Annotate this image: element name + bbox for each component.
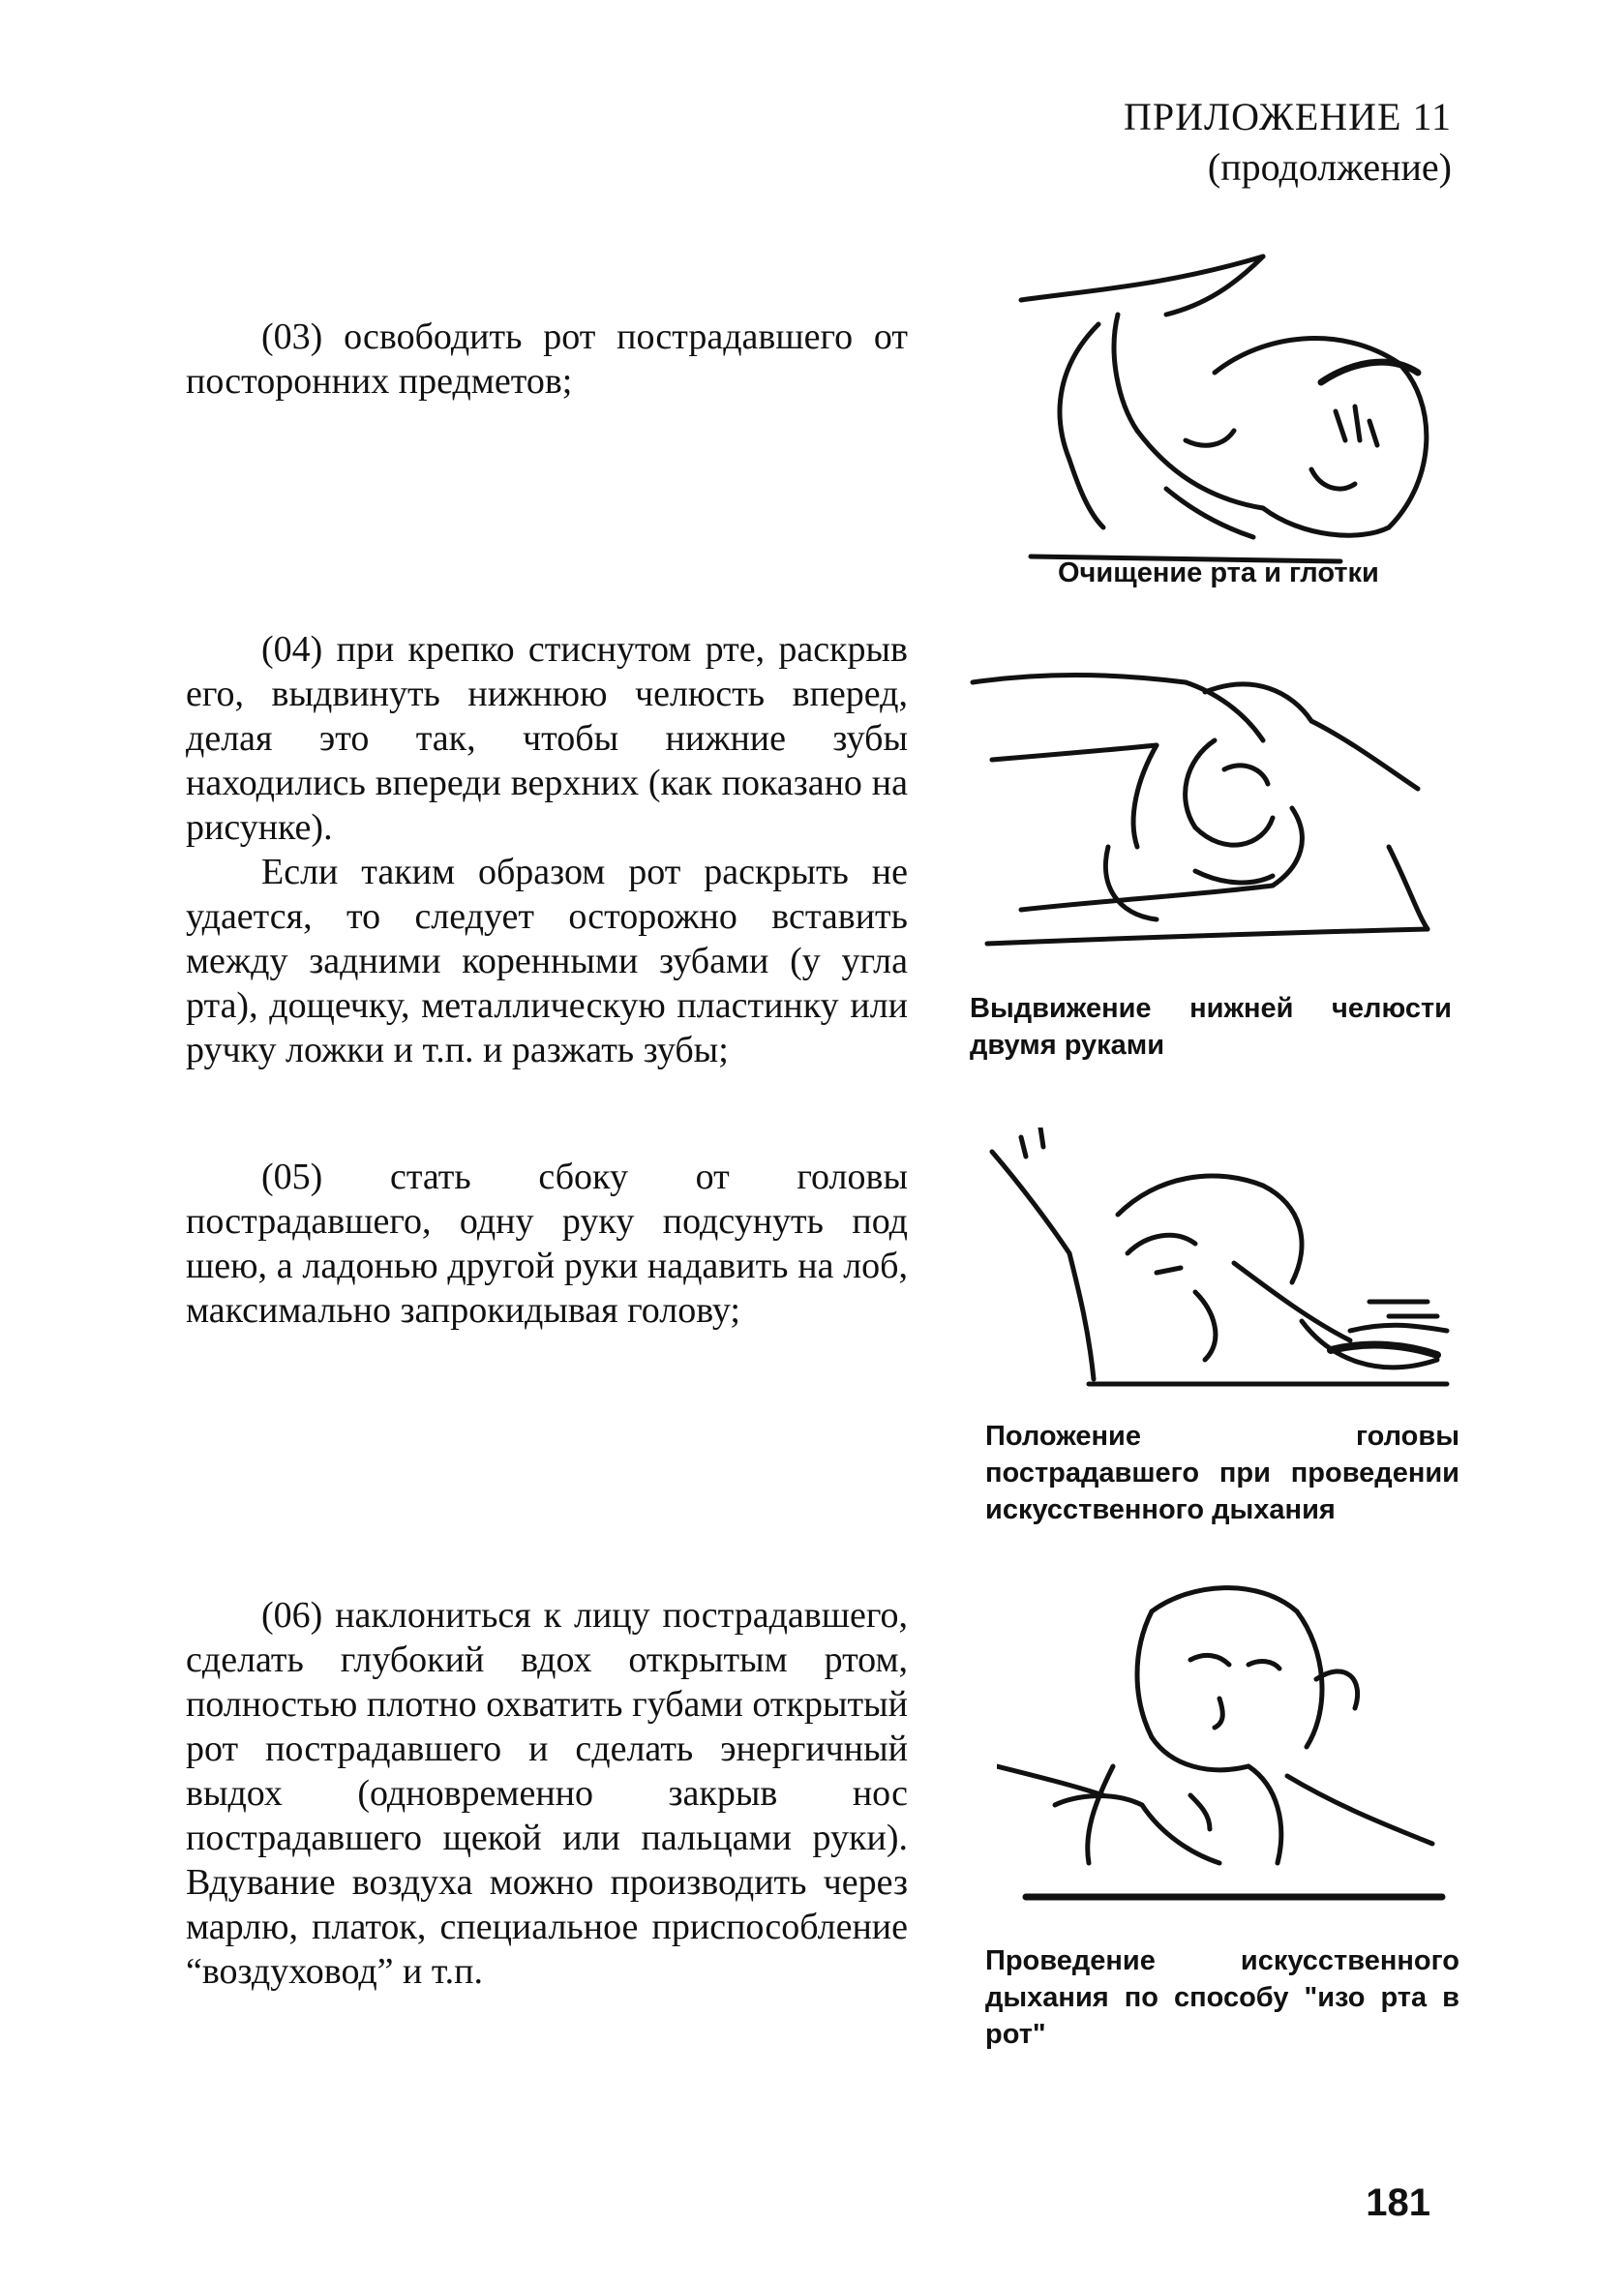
instruction-03: [186, 315, 908, 404]
page-header: [1124, 92, 1452, 193]
appendix-title: ПРИЛОЖЕНИЕ 11: [1123, 95, 1452, 138]
instruction-04: [186, 627, 908, 1072]
appendix-subtitle: (продолжение): [1207, 145, 1452, 189]
instruction-05: [186, 1155, 908, 1333]
instruction-paragraph: (03) освободить рот пострадавшего от посторонних предметов;: [186, 316, 908, 402]
instruction-paragraph: (04) при крепко стиснутом рте, раскрыв его, выдвинуть нижнюю челюсть вперед, делая это так, чтобы нижние зубы находились впереди верхних (как показано на рисунке).: [186, 629, 908, 848]
instruction-paragraph: (06) наклониться к лицу пострадавшего, сделать глубокий вдох открытым ртом, полностью плотно охватить губами открытый рот пострадавшего и сделать энергичный выдох (одновременно закрыв нос пострадавшего щекой или пальцами руки). Вдувание воздуха можно производить через марлю, платок, специальное приспособление “воздуховод” и т.п.: [186, 1595, 908, 1992]
figure-mouth-to-mouth: [997, 1573, 1452, 1931]
instruction-06: [186, 1593, 908, 1994]
caption-mouth-to-mouth: Проведение искусственного дыхания по способу "изо рта в рот": [985, 1945, 1459, 2050]
figure-head-position: [982, 1128, 1466, 1399]
caption-mouth-cleaning: Очищение рта и глотки: [1058, 557, 1379, 588]
page-number: 181: [1366, 2181, 1430, 2224]
instruction-paragraph: Если таким образом рот раскрыть не удается, то следует осторожно вставить между задними коренными зубами (у угла рта), дощечку, металлическую пластинку или ручку ложки и т.п. и разжать зубы;: [186, 852, 908, 1070]
caption-jaw-thrust: Выдвижение нижней челюсти двумя руками: [970, 993, 1452, 1061]
figure-jaw-thrust: [963, 653, 1447, 963]
caption-head-position: Положение головы пострадавшего при проведении искусственного дыхания: [985, 1421, 1459, 1525]
figure-mouth-cleaning: [973, 247, 1457, 581]
instruction-paragraph: (05) стать сбоку от головы пострадавшего, одну руку подсунуть под шею, а ладонью другой руки надавить на лоб, максимально запрокидывая голову;: [186, 1157, 908, 1331]
